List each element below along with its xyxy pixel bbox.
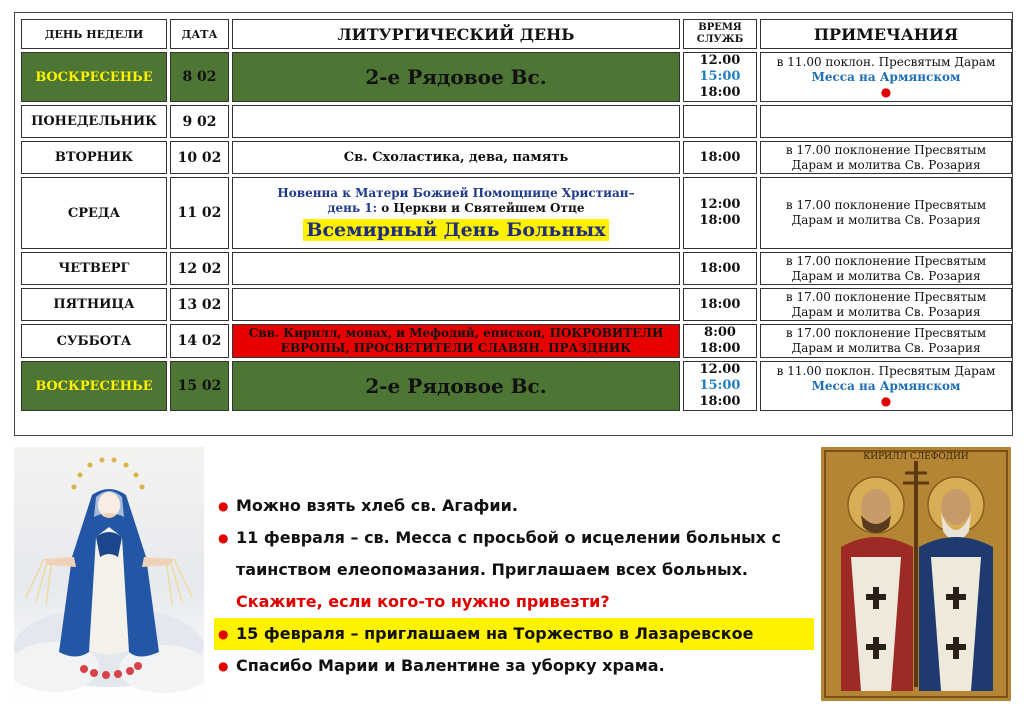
note-mass-armenian: Месса на Армянском — [811, 378, 961, 393]
list-item — [214, 522, 814, 618]
note-line: в 17.00 поклонение Пресвятым — [785, 289, 987, 304]
header-notes: ПРИМЕЧАНИЯ — [760, 19, 1012, 49]
day-cell: ВОСКРЕСЕНЬЕ — [21, 361, 167, 411]
world-day-of-sick: Всемирный День Больных — [303, 219, 608, 241]
announcement-text: Спасибо Марии и Валентине за уборку храма. — [236, 656, 665, 675]
liturgical-cell: 2-е Рядовое Вс. — [232, 52, 680, 102]
day-cell: СРЕДА — [21, 177, 167, 249]
table-row — [21, 288, 1012, 321]
time-cell — [683, 324, 757, 358]
red-bullet-icon: ● — [218, 627, 229, 641]
date-cell: 11 02 — [170, 177, 229, 249]
day-cell: ЧЕТВЕРГ — [21, 252, 167, 285]
time-cell — [683, 105, 757, 138]
note-line: Дарам и молитва Св. Розария — [791, 341, 981, 355]
table-row — [21, 361, 1012, 411]
time-cell: 18:00 — [683, 141, 757, 174]
icon-caption: КИРИЛЛ СЛЕФОДИИ — [863, 452, 969, 462]
table-row — [21, 252, 1012, 285]
date-cell: 12 02 — [170, 252, 229, 285]
note-line: в 17.00 поклонение Пресвятым — [785, 142, 987, 157]
notes-cell — [760, 177, 1012, 249]
note-line: в 11.00 поклон. Пресвятым Дарам — [776, 54, 996, 69]
red-bullet-icon: ● — [880, 84, 892, 99]
time-value: 8:00 — [704, 325, 736, 340]
red-bullet-icon: ● — [218, 659, 229, 673]
red-bullet-icon: ● — [218, 499, 229, 513]
notes-cell — [760, 105, 1012, 138]
feast-line: ЕВРОПЫ, ПРОСВЕТИТЕЛИ СЛАВЯН. ПРАЗДНИК — [280, 341, 632, 355]
day-cell: ВОСКРЕСЕНЬЕ — [21, 52, 167, 102]
time-value: 18:00 — [699, 341, 741, 356]
virgin-mary-illustration — [14, 447, 204, 699]
time-value: 18:00 — [699, 85, 741, 100]
red-bullet-icon: ● — [880, 393, 892, 408]
list-item — [214, 650, 814, 682]
notes-cell — [760, 252, 1012, 285]
day-cell: СУББОТА — [21, 324, 167, 358]
schedule-table-frame — [14, 12, 1013, 436]
announcement-text: таинством елеопомазания. Приглашаем всех больных. — [236, 560, 748, 579]
table-row — [21, 105, 1012, 138]
time-value: 15:00 — [699, 69, 741, 84]
note-line: Дарам и молитва Св. Розария — [791, 213, 981, 227]
novena-title: Новенна к Матери Божией Помощнице Христиан– — [277, 185, 635, 200]
day-cell: ПОНЕДЕЛЬНИК — [21, 105, 167, 138]
cyril-methodius-icon — [821, 447, 1011, 701]
time-value: 18:00 — [699, 394, 741, 409]
announcement-text-red: Скажите, если кого-то нужно привезти? — [236, 592, 610, 611]
date-cell: 8 02 — [170, 52, 229, 102]
time-value: 12.00 — [699, 362, 741, 377]
time-value: 15:00 — [699, 378, 741, 393]
notes-cell — [760, 141, 1012, 174]
notes-cell — [760, 52, 1012, 102]
time-value: 12:00 — [699, 197, 741, 212]
date-cell: 15 02 — [170, 361, 229, 411]
feast-cell — [232, 324, 680, 358]
time-value: 18:00 — [699, 213, 741, 228]
list-item — [214, 618, 814, 650]
novena-day-label: день 1: — [327, 200, 378, 215]
header-service-time — [683, 19, 757, 49]
liturgical-cell — [232, 177, 680, 249]
schedule-table — [18, 16, 1015, 414]
notes-cell — [760, 324, 1012, 358]
feast-line: Свв. Кирилл, монах, и Мефодий, епископ, ПОКРОВИТЕЛИ — [248, 326, 664, 340]
date-cell: 10 02 — [170, 141, 229, 174]
time-cell: 18:00 — [683, 252, 757, 285]
liturgical-cell: Св. Схоластика, дева, память — [232, 141, 680, 174]
date-cell: 9 02 — [170, 105, 229, 138]
note-line: в 17.00 поклонение Пресвятым — [785, 253, 987, 268]
novena-day — [233, 201, 679, 216]
header-row — [21, 19, 1012, 49]
saints-illustration — [821, 447, 1011, 701]
announcement-text: Можно взять хлеб св. Агафии. — [236, 496, 518, 515]
announcement-text: 11 февраля – св. Месса с просьбой о исцелении больных с — [236, 528, 782, 547]
note-line: Дарам и молитва Св. Розария — [791, 268, 981, 283]
note-line: Дарам и молитва Св. Розария — [791, 157, 981, 172]
note-line: Дарам и молитва Св. Розария — [791, 304, 981, 319]
header-date: ДАТА — [170, 19, 229, 49]
note-line: в 17.00 поклонение Пресвятым — [785, 326, 987, 340]
time-cell: 18:00 — [683, 288, 757, 321]
date-cell: 13 02 — [170, 288, 229, 321]
header-time-line2: СЛУЖБ — [696, 34, 744, 45]
day-cell: ПЯТНИЦА — [21, 288, 167, 321]
time-cell — [683, 361, 757, 411]
time-value: 12.00 — [699, 53, 741, 68]
notes-cell — [760, 288, 1012, 321]
day-cell: ВТОРНИК — [21, 141, 167, 174]
list-item — [214, 490, 814, 522]
note-mass-armenian: Месса на Армянском — [811, 69, 961, 84]
header-time-line1: ВРЕМЯ — [698, 22, 742, 33]
announcement-list — [214, 490, 814, 682]
liturgical-cell — [232, 288, 680, 321]
time-cell — [683, 177, 757, 249]
liturgical-cell: 2-е Рядовое Вс. — [232, 361, 680, 411]
header-day: ДЕНЬ НЕДЕЛИ — [21, 19, 167, 49]
novena-intention: о Церкви и Святейшем Отце — [377, 200, 585, 215]
table-row — [21, 52, 1012, 102]
liturgical-cell — [232, 105, 680, 138]
liturgical-cell — [232, 252, 680, 285]
table-row — [21, 324, 1012, 358]
table-row — [21, 177, 1012, 249]
table-row — [21, 141, 1012, 174]
date-cell: 14 02 — [170, 324, 229, 358]
red-bullet-icon: ● — [218, 531, 229, 545]
announcements — [214, 490, 814, 682]
virgin-mary-image — [14, 447, 204, 699]
time-cell — [683, 52, 757, 102]
header-liturgical-day: ЛИТУРГИЧЕСКИЙ ДЕНЬ — [232, 19, 680, 49]
announcement-text: 15 февраля – приглашаем на Торжество в Лазаревское — [236, 624, 754, 643]
notes-cell — [760, 361, 1012, 411]
note-line: в 17.00 поклонение Пресвятым — [785, 198, 987, 212]
note-line: в 11.00 поклон. Пресвятым Дарам — [776, 363, 996, 378]
